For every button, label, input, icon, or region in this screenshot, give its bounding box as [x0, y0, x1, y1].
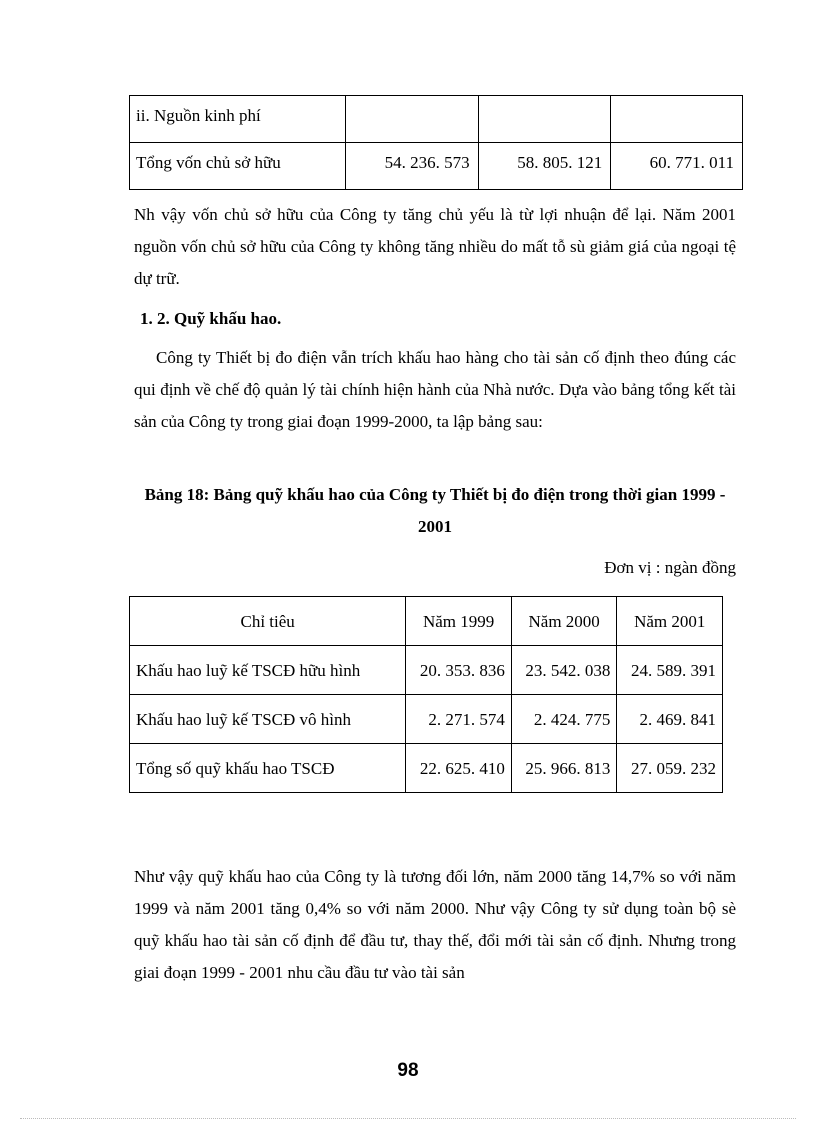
value-cell: 27. 059. 232 — [617, 744, 723, 793]
page-number: 98 — [397, 1060, 419, 1081]
table-row — [130, 143, 743, 190]
value-cell: 22. 625. 410 — [406, 744, 512, 793]
column-header: Năm 2000 — [511, 597, 617, 646]
table-row — [130, 695, 723, 744]
value-cell: 54. 236. 573 — [346, 143, 479, 190]
value-cell: 23. 542. 038 — [511, 646, 617, 695]
table-caption: Bảng 18: Bảng quỹ khấu hao của Công ty Thiết bị đo điện trong thời gian 1999 - 2001 — [144, 485, 726, 536]
row-label: ii. Nguồn kinh phí — [130, 96, 346, 143]
column-header: Năm 2001 — [617, 597, 723, 646]
value-cell: 24. 589. 391 — [617, 646, 723, 695]
row-label: Khấu hao luỹ kế TSCĐ hữu hình — [130, 646, 406, 695]
value-cell: 58. 805. 121 — [478, 143, 611, 190]
column-header: Chỉ tiêu — [130, 597, 406, 646]
page-bottom-divider — [20, 1118, 796, 1119]
table-row — [130, 96, 743, 143]
value-cell — [478, 96, 611, 143]
row-label: Khấu hao luỹ kế TSCĐ vô hình — [130, 695, 406, 744]
unit-label: Đơn vị : ngàn đồng — [604, 558, 736, 577]
value-cell: 2. 469. 841 — [617, 695, 723, 744]
paragraph-analysis: Như vậy quỹ khấu hao của Công ty là tương đối lớn, năm 2000 tăng 14,7% so với năm 1999 và năm 2001 tăng 0,4% so với năm 2000. Như vậy Công ty sử dụng toàn bộ sè quỹ khấu hao tài sản cố định để đầu tư, thay thế, đổi mới tài sản cố định. Nhưng trong giai đoạn 1999 - 2001 nhu cầu đầu tư vào tài sản — [134, 867, 736, 982]
value-cell: 2. 424. 775 — [511, 695, 617, 744]
column-header: Năm 1999 — [406, 597, 512, 646]
paragraph-equity: Nh vậy vốn chủ sở hữu của Công ty tăng chủ yếu là từ lợi nhuận để lại. Năm 2001 nguồn vốn chủ sở hữu của Công ty không tăng nhiều do mất tỗ sù giảm giá của ngoại tệ dự trữ. — [134, 205, 736, 288]
row-label: Tổng vốn chủ sở hữu — [130, 143, 346, 190]
value-cell: 25. 966. 813 — [511, 744, 617, 793]
value-cell — [346, 96, 479, 143]
value-cell: 2. 271. 574 — [406, 695, 512, 744]
capital-table-continuation — [129, 95, 743, 190]
section-heading: 1. 2. Quỹ khấu hao. — [140, 309, 282, 328]
depreciation-table — [129, 596, 723, 793]
value-cell: 60. 771. 011 — [611, 143, 743, 190]
value-cell — [611, 96, 743, 143]
table-row — [130, 744, 723, 793]
paragraph-depreciation-intro: Công ty Thiết bị đo điện vẫn trích khấu hao hàng cho tài sản cố định theo đúng các qui định về chế độ quản lý tài chính hiện hành của Nhà nước. Dựa vào bảng tổng kết tài sản của Công ty trong giai đoạn 1999-2000, ta lập bảng sau: — [134, 348, 736, 431]
table-header-row — [130, 597, 723, 646]
table-row — [130, 646, 723, 695]
row-label: Tổng số quỹ khấu hao TSCĐ — [130, 744, 406, 793]
value-cell: 20. 353. 836 — [406, 646, 512, 695]
